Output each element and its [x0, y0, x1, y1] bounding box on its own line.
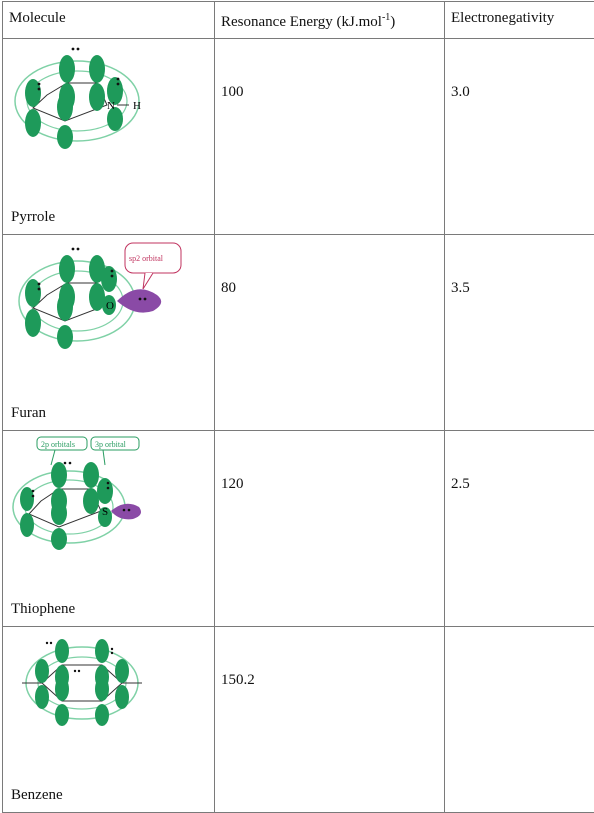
- pyrrole-hydrogen-label: H: [133, 100, 141, 112]
- header-electronegativity: Electronegativity: [445, 2, 594, 39]
- furan-orbital-diagram: [7, 239, 192, 354]
- electronegativity-value: [445, 627, 594, 813]
- resonance-energy-value: 150.2: [215, 627, 445, 813]
- benzene-orbital-diagram: [7, 631, 157, 731]
- thiophene-3p-callout: 3p orbital: [95, 440, 127, 449]
- pyrrole-orbital-diagram: [7, 43, 157, 151]
- header-molecule: Molecule: [3, 2, 215, 39]
- resonance-energy-value: 100: [215, 39, 445, 235]
- molecule-name: Pyrrole: [11, 209, 55, 226]
- molecule-cell-thiophene: [3, 431, 215, 627]
- table-row: [3, 627, 594, 813]
- molecule-cell-furan: [3, 235, 215, 431]
- electronegativity-value: 2.5: [445, 431, 594, 627]
- thiophene-2p-callout: 2p orbitals: [41, 440, 75, 449]
- furan-sp2-callout: sp2 orbital: [129, 254, 164, 263]
- furan-hetero-atom: O: [106, 300, 114, 312]
- molecule-name: Thiophene: [11, 601, 75, 618]
- pyrrole-hetero-atom: N: [107, 100, 115, 112]
- molecule-name: Furan: [11, 405, 46, 422]
- resonance-energy-value: 80: [215, 235, 445, 431]
- molecule-cell-benzene: [3, 627, 215, 813]
- molecule-name: Benzene: [11, 787, 63, 804]
- electronegativity-value: 3.5: [445, 235, 594, 431]
- header-row: [3, 2, 594, 39]
- thiophene-hetero-atom: S: [102, 506, 108, 518]
- table-row: [3, 235, 594, 431]
- data-table: [2, 1, 594, 813]
- electronegativity-value: 3.0: [445, 39, 594, 235]
- header-resonance-energy: Resonance Energy (kJ.mol$^{-1}$): [215, 2, 445, 39]
- thiophene-orbital-diagram: [7, 435, 192, 553]
- table-row: [3, 39, 594, 235]
- molecule-cell-pyrrole: [3, 39, 215, 235]
- table-row: [3, 431, 594, 627]
- resonance-energy-value: 120: [215, 431, 445, 627]
